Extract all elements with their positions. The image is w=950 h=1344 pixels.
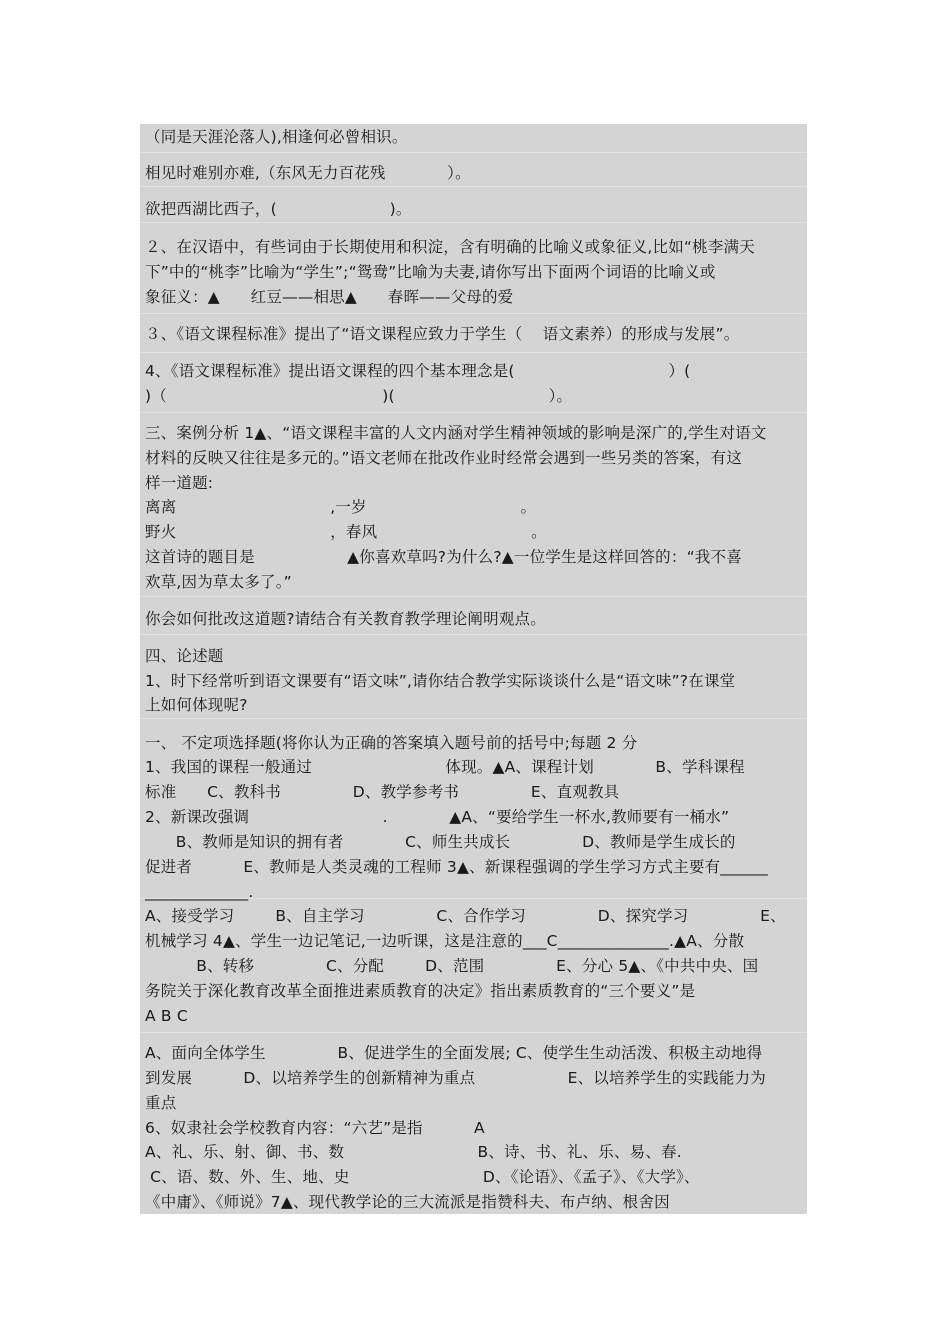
text-line: A、面向全体学生 B、促进学生的全面发展; C、使学生生动活泼、积极主动地得 <box>145 1044 763 1062</box>
text-line: 1、时下经常听到语文课要有“语文味”,请你结合教学实际谈谈什么是“语文味”?在课堂 <box>145 672 736 690</box>
text-line: 欢草,因为草太多了。” <box>145 573 292 591</box>
separator <box>140 412 807 413</box>
text-line: B、教师是知识的拥有者 C、师生共成长 D、教师是学生成长的 <box>145 833 736 851</box>
text-line: 《中庸》、《师说》7▲、现代教学论的三大流派是指赞科夫、布卢纳、根舍因 <box>145 1193 670 1211</box>
text-line: 相见时难别亦难,（东风无力百花残 ）。 <box>145 164 471 182</box>
separator <box>140 313 807 314</box>
text-line: A B C <box>145 1007 188 1025</box>
text-line: 三、案例分析 1▲、“语文课程丰富的人文内涵对学生精神领域的影响是深广的,学生对语文 <box>145 424 767 442</box>
text-line: 你会如何批改这道题?请结合有关教育教学理论阐明观点。 <box>145 610 546 628</box>
separator <box>140 186 807 187</box>
text-line: 重点 <box>145 1094 177 1112</box>
text-line: _____________. <box>145 883 254 901</box>
text-line: 材料的反映又往往是多元的。”语文老师在批改作业时经常会遇到一些另类的答案，有这 <box>145 449 743 467</box>
text-line: 离离 ,一岁 。 <box>145 498 537 516</box>
text-line: 务院关于深化教育改革全面推进素质教育的决定》指出素质教育的“三个要义”是 <box>145 982 696 1000</box>
text-line: B、转移 C、分配 D、范围 E、分心 5▲、《中共中央、国 <box>145 957 759 975</box>
text-line: 一、 不定项选择题(将你认为正确的答案填入题号前的括号中;每题 2 分 <box>145 734 638 752</box>
text-line: 6、奴隶社会学校教育内容：“六艺”是指 A <box>145 1119 485 1137</box>
text-line: )（ )( ）。 <box>145 387 573 405</box>
separator <box>140 1032 807 1033</box>
text-line: ３、《语文课程标准》提出了“语文课程应致力于学生（ 语文素养）的形成与发展”。 <box>145 325 740 343</box>
separator <box>140 352 807 353</box>
text-line: 4、《语文课程标准》提出语文课程的四个基本理念是( ）( <box>145 362 691 380</box>
text-line: 2、新课改强调 . ▲A、“要给学生一杯水,教师要有一桶水” <box>145 808 730 826</box>
text-line: 样一道题: <box>145 474 214 492</box>
text-line: 这首诗的题目是 ▲你喜欢草吗?为什么?▲一位学生是这样回答的：“我不喜 <box>145 548 742 566</box>
text-line: 到发展 D、以培养学生的创新精神为重点 E、以培养学生的实践能力为 <box>145 1069 766 1087</box>
separator <box>140 152 807 153</box>
text-line: C、语、数、外、生、地、史 D、《论语》、《孟子》、《大学》、 <box>145 1168 700 1186</box>
text-line: 下”中的“桃李”比喻为“学生”;“鸳鸯”比喻为夫妻,请你写出下面两个词语的比喻义或 <box>145 263 716 281</box>
separator <box>140 222 807 223</box>
separator <box>140 596 807 597</box>
text-line: 1、我国的课程一般通过 体现。▲A、课程计划 B、学科课程 <box>145 758 745 776</box>
text-line: 上如何体现呢? <box>145 696 248 714</box>
separator <box>140 634 807 635</box>
text-line: A、接受学习 B、自主学习 C、合作学习 D、探究学习 E、 <box>145 907 786 925</box>
text-line: 四、论述题 <box>145 647 224 665</box>
text-line: 野火 ，春风 。 <box>145 523 547 541</box>
text-line: 象征义：▲ 红豆——相思▲ 春晖——父母的爱 <box>145 288 514 306</box>
text-line: A、礼、乐、射、御、书、数 B、诗、书、礼、乐、易、春. <box>145 1143 682 1161</box>
text-line: ２、在汉语中，有些词由于长期使用和积淀，含有明确的比喻义或象征义,比如“桃李满天 <box>145 238 755 256</box>
separator <box>140 718 807 719</box>
text-line: 欲把西湖比西子，( )。 <box>145 200 412 218</box>
text-line: 促进者 E、教师是人类灵魂的工程师 3▲、新课程强调的学生学习方式主要有______ <box>145 858 768 876</box>
text-line: 机械学习 4▲、学生一边记笔记,一边听课，这是注意的___C______________.▲A、分散 <box>145 932 745 950</box>
text-line: （同是天涯沦落人),相逢何必曾相识。 <box>145 128 408 146</box>
text-line: 标准 C、教科书 D、教学参考书 E、直观教具 <box>145 783 620 801</box>
